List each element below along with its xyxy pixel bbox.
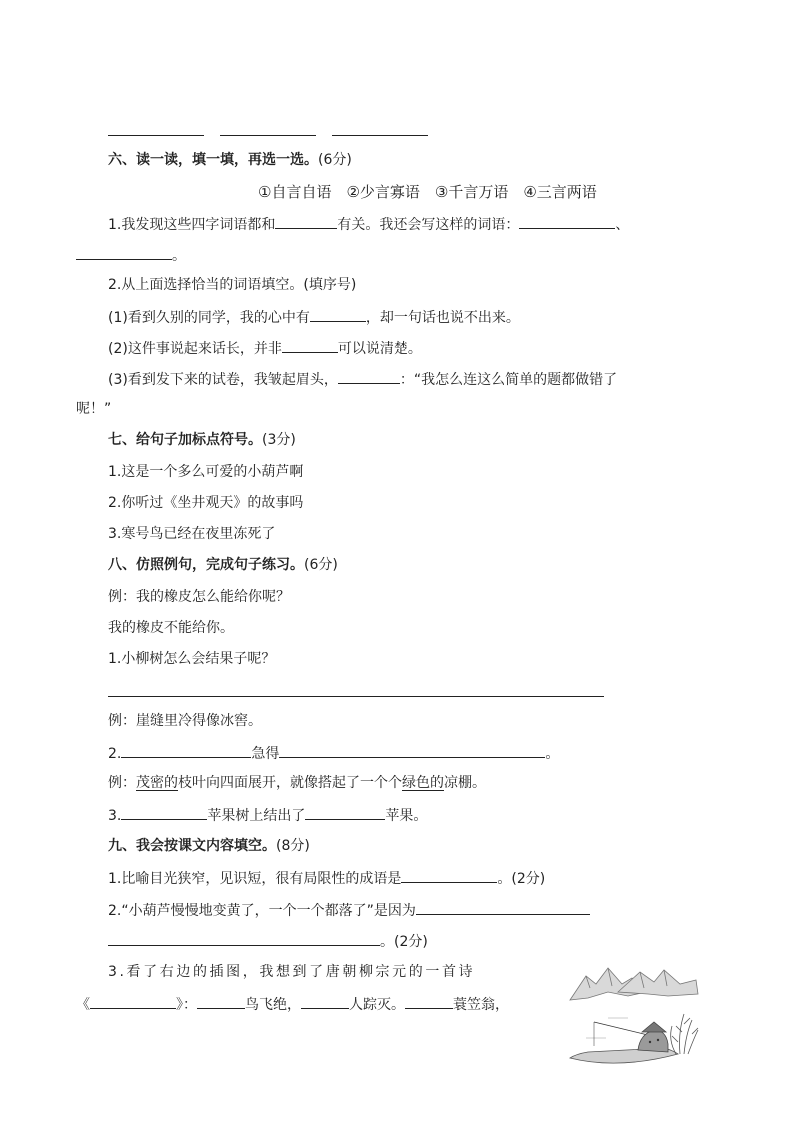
answer-blank[interactable] [405,993,453,1009]
example-text: 例： [108,775,136,791]
question-6-2: 2.从上面选择恰当的词语填空。(填序号) [108,277,357,293]
question-text: 急得 [251,746,280,762]
answer-blank[interactable] [197,993,245,1009]
question-6-1 [108,213,629,235]
fisherman-boat-icon [570,1022,678,1063]
question-text: 。 [545,746,560,762]
question-9-2-cont [108,930,428,952]
question-9-2 [108,899,590,921]
question-9-1 [108,867,545,889]
question-text: 2. [108,746,122,762]
example-text: 凉棚。 [444,775,486,791]
poem-illustration [568,962,700,1070]
question-text: (3)看到发下来的试卷，我皱起眉头， [108,372,338,388]
question-text: 2.“小葫芦慢慢地变黄了，一个一个都落了”是因为 [108,903,416,919]
mountains-icon [570,968,698,1000]
question-text: 可以说清楚。 [337,341,422,357]
answer-blank[interactable] [416,899,590,915]
answer-blank[interactable] [90,993,176,1009]
question-6-2-1 [108,306,520,328]
question-6-2-2 [108,337,422,359]
question-text: 苹果树上结出了 [207,808,306,824]
answer-blank[interactable] [121,742,251,758]
answer-blank[interactable] [305,804,385,820]
word-options: ①自言自语 ②少言寡语 ③千言万语 ④三言两语 [258,183,597,201]
section-7-heading [108,430,296,450]
question-text: 有关。我还会写这样的词语： [337,217,520,233]
section-score: (3分) [262,432,296,448]
question-text: 3. [108,808,122,824]
section-score: (8分) [276,838,310,854]
question-text: 、 [615,217,630,233]
section-title: 九、我会按课文内容填空。 [108,838,276,854]
answer-blank[interactable] [282,337,338,353]
answer-blank[interactable] [121,804,207,820]
example-1b: 我的橡皮不能给你。 [108,620,234,636]
question-text: 苹果。 [385,808,428,824]
question-8-3 [108,804,427,826]
answer-blank[interactable] [401,867,497,883]
underlined-word: 绿色的 [402,775,444,791]
question-text: 。(2分) [380,934,428,950]
question-text: ，却一句话也说不出来。 [365,310,520,326]
question-text: ：“我怎么连这么简单的题都做错了 [399,372,618,388]
question-7-1: 1.这是一个多么可爱的小葫芦啊 [108,464,304,480]
answer-blank[interactable] [279,742,545,758]
answer-line[interactable] [108,135,204,136]
section-score: (6分) [318,152,352,168]
question-text: 蓑笠翁， [453,997,509,1013]
answer-line[interactable] [220,135,316,136]
reeds-icon [671,1014,698,1054]
section-title: 八、仿照例句，完成句子练习。 [108,557,304,573]
section-9-heading [108,836,310,856]
question-9-3-cont [76,993,509,1015]
example-2: 例：崖缝里冷得像冰窖。 [108,713,262,729]
question-7-2: 2.你听过《坐井观天》的故事吗 [108,495,304,511]
answer-line[interactable] [332,135,428,136]
section-score: (6分) [304,557,338,573]
answer-blank[interactable] [301,993,349,1009]
answer-blank[interactable] [76,244,172,260]
question-text: 。(2分) [497,871,546,887]
question-6-2-3-cont: 呢！” [76,401,112,417]
section-8-heading [108,555,338,575]
question-text: 1.我发现这些四字词语都和 [108,217,276,233]
question-text: (1)看到久别的同学，我的心中有 [108,310,310,326]
question-8-2 [108,742,559,764]
answer-blank[interactable] [519,213,615,229]
answer-blank[interactable] [310,306,366,322]
example-3 [108,773,486,793]
section-title: 七、给句子加标点符号。 [108,432,262,448]
section-title: 六、读一读，填一填，再选一选。 [108,152,318,168]
answer-line[interactable] [108,696,604,697]
section-6-heading [108,150,352,170]
question-6-2-3 [108,368,617,390]
question-text: 人踪灭。 [349,997,405,1013]
question-9-3: 3.看了右边的插图，我想到了唐朝柳宗元的一首诗 [108,964,476,980]
question-text: 鸟飞绝， [245,997,301,1013]
question-6-1-cont [76,244,186,266]
example-text: 枝叶向四面展开，就像搭起了一个个 [178,775,402,791]
question-7-3: 3.寒号鸟已经在夜里冻死了 [108,526,276,542]
question-text: 》： [176,997,197,1013]
question-text: 。 [172,248,186,264]
underlined-word: 茂密的 [136,775,178,791]
question-text: (2)这件事说起来话长，并非 [108,341,282,357]
question-8-1: 1.小柳树怎么会结果子呢？ [108,651,276,667]
example-1a: 例：我的橡皮怎么能给你呢？ [108,589,290,605]
answer-blank[interactable] [338,368,400,384]
answer-blank[interactable] [108,930,380,946]
question-text: 1.比喻目光狭窄，见识短，很有局限性的成语是 [108,871,402,887]
answer-blank[interactable] [275,213,337,229]
question-text: 《 [76,997,90,1013]
